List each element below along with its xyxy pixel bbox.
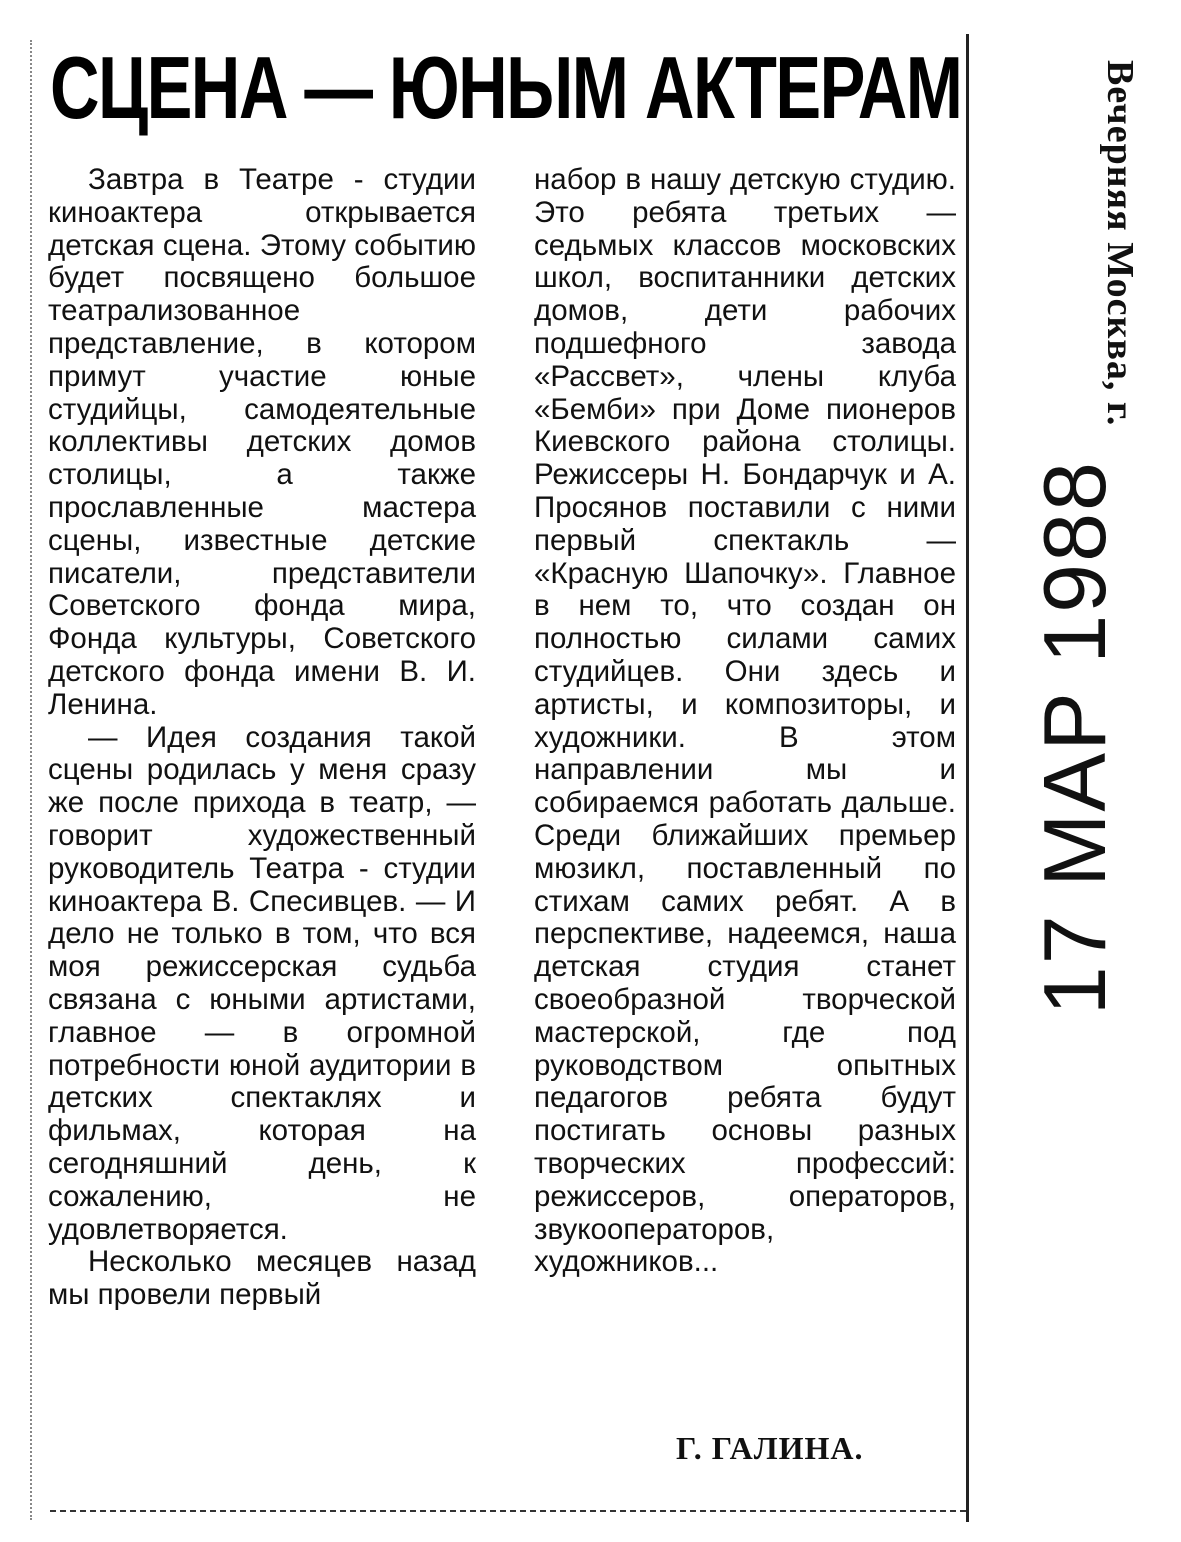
paragraph: набор в нашу детскую студию. Это ребята третьих — седьмых классов московских школ, воспитанники детских домов, дети рабочих подшефного завода «Рассвет», члены клуба «Бемби» при Доме пионеров Киевского района столицы. Режиссеры Н. Бондарчук и А. Просянов поставили с ними первый спектакль — «Красную Шапочку». Главное в нем то, что создан он полностью силами самих студийцев. Они здесь и артисты, и композиторы, и художники. В этом направлении мы и собираемся работать дальше. Среди ближайших премьер мюзикл, поставленный по стихам самих ребят. А в перспективе, надеемся, наша детская студия станет своеобразной творческой мастерской, где под руководством опытных педагогов ребята будут постигать основы разных творческих профессий: режиссеров, операторов, звукооператоров, художников... — [534, 163, 956, 1279]
article-column-right — [534, 164, 956, 1279]
paragraph: Несколько месяцев назад мы провели первый — [48, 1245, 476, 1312]
right-column-rule — [966, 34, 969, 1522]
newspaper-source-stamp: Вечерняя Москва, г. — [1099, 60, 1141, 427]
left-border-rule — [30, 40, 35, 1520]
bottom-cut-rule — [50, 1510, 966, 1515]
article-column-left — [48, 164, 476, 1312]
article-headline: СЦЕНА — ЮНЫМ АКТЕРАМ — [50, 38, 962, 137]
paragraph: — Идея создания такой сцены родилась у меня сразу же после прихода в театр, — говорит художественный руководитель Театра - студии киноактера В. Спесивцев. — И дело не только в том, что вся моя режиссерская судьба связана с юными артистами, главное — в огромной потребности юной аудитории в детских спектаклях и фильмах, которая на сегодняшний день, к сожалению, не удовлетворяется. — [48, 720, 476, 1246]
paragraph: Завтра в Театре - студии киноактера открывается детская сцена. Этому событию будет посвящено большое театрализованное представление, в котором примут участие юные студийцы, самодеятельные коллективы детских домов столицы, а также прославленные мастера сцены, известные детские писатели, представители Советского фонда мира, Фонда культуры, Советского детского фонда имени В. И. Ленина. — [48, 163, 476, 721]
author-signature: Г. ГАЛИНА. — [676, 1430, 864, 1466]
date-stamp: 17 МАР 1988 — [1025, 460, 1124, 1016]
